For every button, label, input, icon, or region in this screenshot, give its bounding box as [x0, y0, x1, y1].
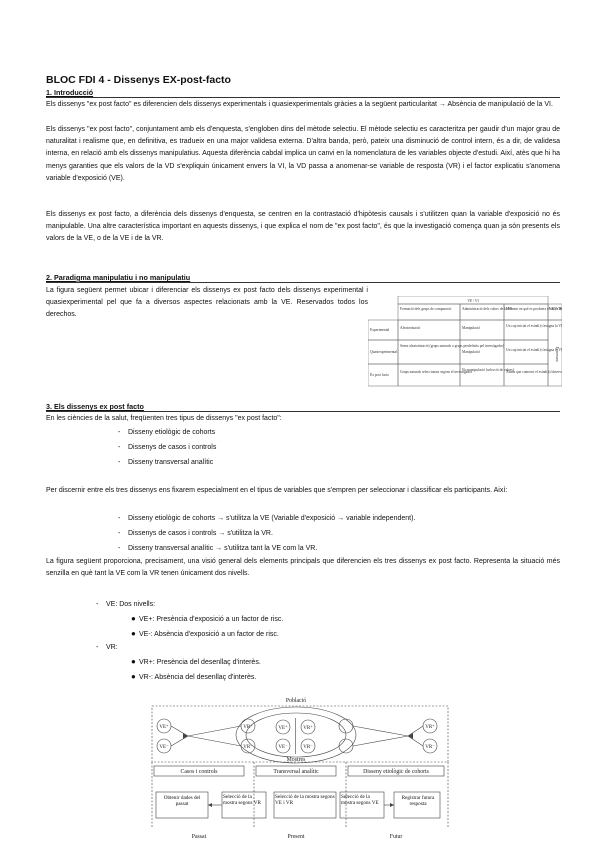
list-item: - VE: Dos nivells: — [96, 601, 156, 608]
section-heading-introduccio: 1. Introducció — [46, 88, 560, 98]
list-item: ● VE-: Absència d'exposició a un factor de risc. — [131, 629, 279, 638]
diagram-step-label: Selecció de la mostra segons VE i VR — [275, 794, 335, 806]
document-title: BLOC FDI 4 - Dissenys EX-post-facto — [46, 74, 231, 86]
section-heading-dissenys: 3. Els dissenys ex post facto — [46, 402, 560, 412]
list-item: - Disseny transversal analític — [118, 459, 214, 466]
list-item: - Disseny etiològic de cohorts — [118, 429, 216, 436]
diagram-poblacio-label: Població — [285, 698, 307, 704]
diagram-node: VR⁺ — [303, 726, 313, 731]
diagram-design-label: Transversal analític — [273, 769, 319, 775]
table-row-label: Quasiexperimental — [370, 350, 398, 354]
diagram-time-label: Passat — [191, 834, 207, 840]
paragraph: La figura següent proporciona, precisament, una visió general dels elements principals que diferencien els tres dissenys ex post facto. Representa la situació més senzilla en què tant la VE com la VR tenen únicament dos nivells. — [46, 558, 560, 578]
paradigm-table-figure — [368, 296, 562, 388]
diagram-step-label: Selecció de la mostra segons VR — [223, 794, 261, 806]
diagram-node: VR⁺ — [243, 725, 253, 730]
table-cell: No manipulació (selecció de valors) — [462, 368, 514, 372]
table-cell: Manipulació — [462, 350, 481, 354]
diagram-node: VE⁻ — [159, 745, 169, 750]
table-col-header: VR (VD) — [549, 307, 562, 311]
list-item: ● VR+: Presència del desenllaç d'interès. — [131, 657, 261, 666]
designs-diagram-figure — [150, 692, 450, 842]
list-item: - VR: — [96, 644, 118, 651]
table-cell: Manipulació — [462, 326, 481, 330]
paragraph: Els dissenys "ex post facto", conjuntament amb els d'enquesta, s'engloben dins del mètode selectiu. El mètode selectiu es caracteritza per gaudir d'un major grau de naturalitat i realisme que, en definitiva, es tradueix en una major validesa externa. D'altra banda, però, pateix una disminució de control intern, és a dir, de validesa interna, en relació amb els dissenys manipulatius. Aquesta diferència cabdal implica un canvi en la nomenclatura de les variables objecte d'estudi. Així, atès que hi ha menys garanties que els valors de la VD s'expliquin únicament envers la VI, la VD passa a anomenar-se variable de resposta (VR) i el factor explicatiu s'anomena variable d'exposició (VE). — [46, 126, 560, 182]
table-cell: Un cop iniciat el estudi (s'assigna la VE) — [506, 324, 562, 328]
diagram-node: VR⁻ — [303, 745, 313, 750]
diagram-design-label: Casos i controls — [180, 769, 218, 775]
diagram-node: VE⁺ — [278, 726, 288, 731]
table-col-header: Formació dels grups de comparació — [400, 307, 452, 311]
diagram-time-label: Present — [287, 834, 305, 840]
table-cell: Sense aleatorització (grups naturals o grups predefinits pel investigador) — [400, 344, 504, 348]
paragraph: Els dissenys ex post facto, a diferència dels dissenys d'enquesta, se centren en la contrastació d'hipòtesis causals i s'utilitzen quan la variable d'exposició no és manipulable. Una altre característica important en aquests dissenys, i que explica el nom de "ex post facto", és que la investigació comença quan ja són presents els valors de la VE, o de la VE i de la VR. — [46, 211, 560, 243]
table-col-header: Administració dels valors de la VE — [462, 307, 513, 311]
table-row-label: Ex post facto — [370, 373, 389, 377]
paragraph: Els dissenys "ex post facto" es diferencien dels dissenys experimentals i quasiexperimentals gràcies a la següent particularitat → Absència de manipulació de la VI. — [46, 101, 553, 108]
list-item: - Dissenys de casos i controls — [118, 444, 217, 451]
table-cell: Grups naturals seleccionats segons el investigador — [400, 370, 473, 374]
diagram-step-label: Registrar futura resposta — [401, 795, 435, 807]
list-item: - Disseny etiològic de cohorts → s'utilitza la VE (Variable d'exposició → variable independent). — [118, 515, 416, 522]
diagram-time-label: Futur — [389, 834, 403, 840]
table-cell: Aleatorització — [400, 326, 421, 330]
diagram-node: VR⁺ — [425, 725, 435, 730]
diagram-step-label: Selecció de la mostra segons VE — [341, 794, 379, 806]
diagram-node: VR⁻ — [425, 745, 435, 750]
list-item: ● VR-: Absència del desenllaç d'interès. — [131, 672, 257, 681]
paragraph: En les ciències de la salut, freqüenten tres tipus de dissenys "ex post facto": — [46, 415, 282, 422]
table-cell: Abans que comenci el estudi (s'observa — [506, 370, 562, 374]
table-row-label: Experimental — [370, 328, 390, 332]
table-cell: Un cop iniciat el estudi (s'assigna la VE) — [506, 348, 562, 352]
diagram-node: VR⁻ — [243, 745, 253, 750]
diagram-design-label: Disseny etiològic de cohorts — [363, 769, 429, 775]
paragraph: La figura següent permet ubicar i diferenciar els dissenys ex post facto dels dissenys experimental i quasiexperimental pel que fa a diversos aspectes relacionats amb la VE. Reservados todos los derechos. — [46, 287, 368, 319]
list-item: - Disseny transversal analític → s'utilitza tant la VE com la VR. — [118, 545, 318, 552]
diagram-step-label: Obtenir dades del passat — [163, 795, 201, 807]
section-heading-paradigma: 2. Paradigma manipulatiu i no manipulatiu — [46, 273, 560, 283]
diagram-mostres-label: Mostres — [286, 757, 306, 763]
diagram-node: VE⁺ — [159, 725, 169, 730]
table-top-header: VE / VI — [467, 299, 479, 303]
table-side-note: Es mesura — [555, 346, 559, 362]
list-item: - Dissenys de casos i controls → s'utilitza la VR. — [118, 530, 273, 537]
list-item: ● VE+: Presència d'exposició a un factor de risc. — [131, 614, 284, 623]
paragraph: Per discernir entre els tres dissenys ens fixarem especialment en el tipus de variables que s'empren per seleccionar i classificar els participants. Així: — [46, 487, 508, 494]
diagram-node: VE⁻ — [278, 745, 288, 750]
table-col-header: Moment en què es produeix el valor de — [506, 307, 562, 311]
